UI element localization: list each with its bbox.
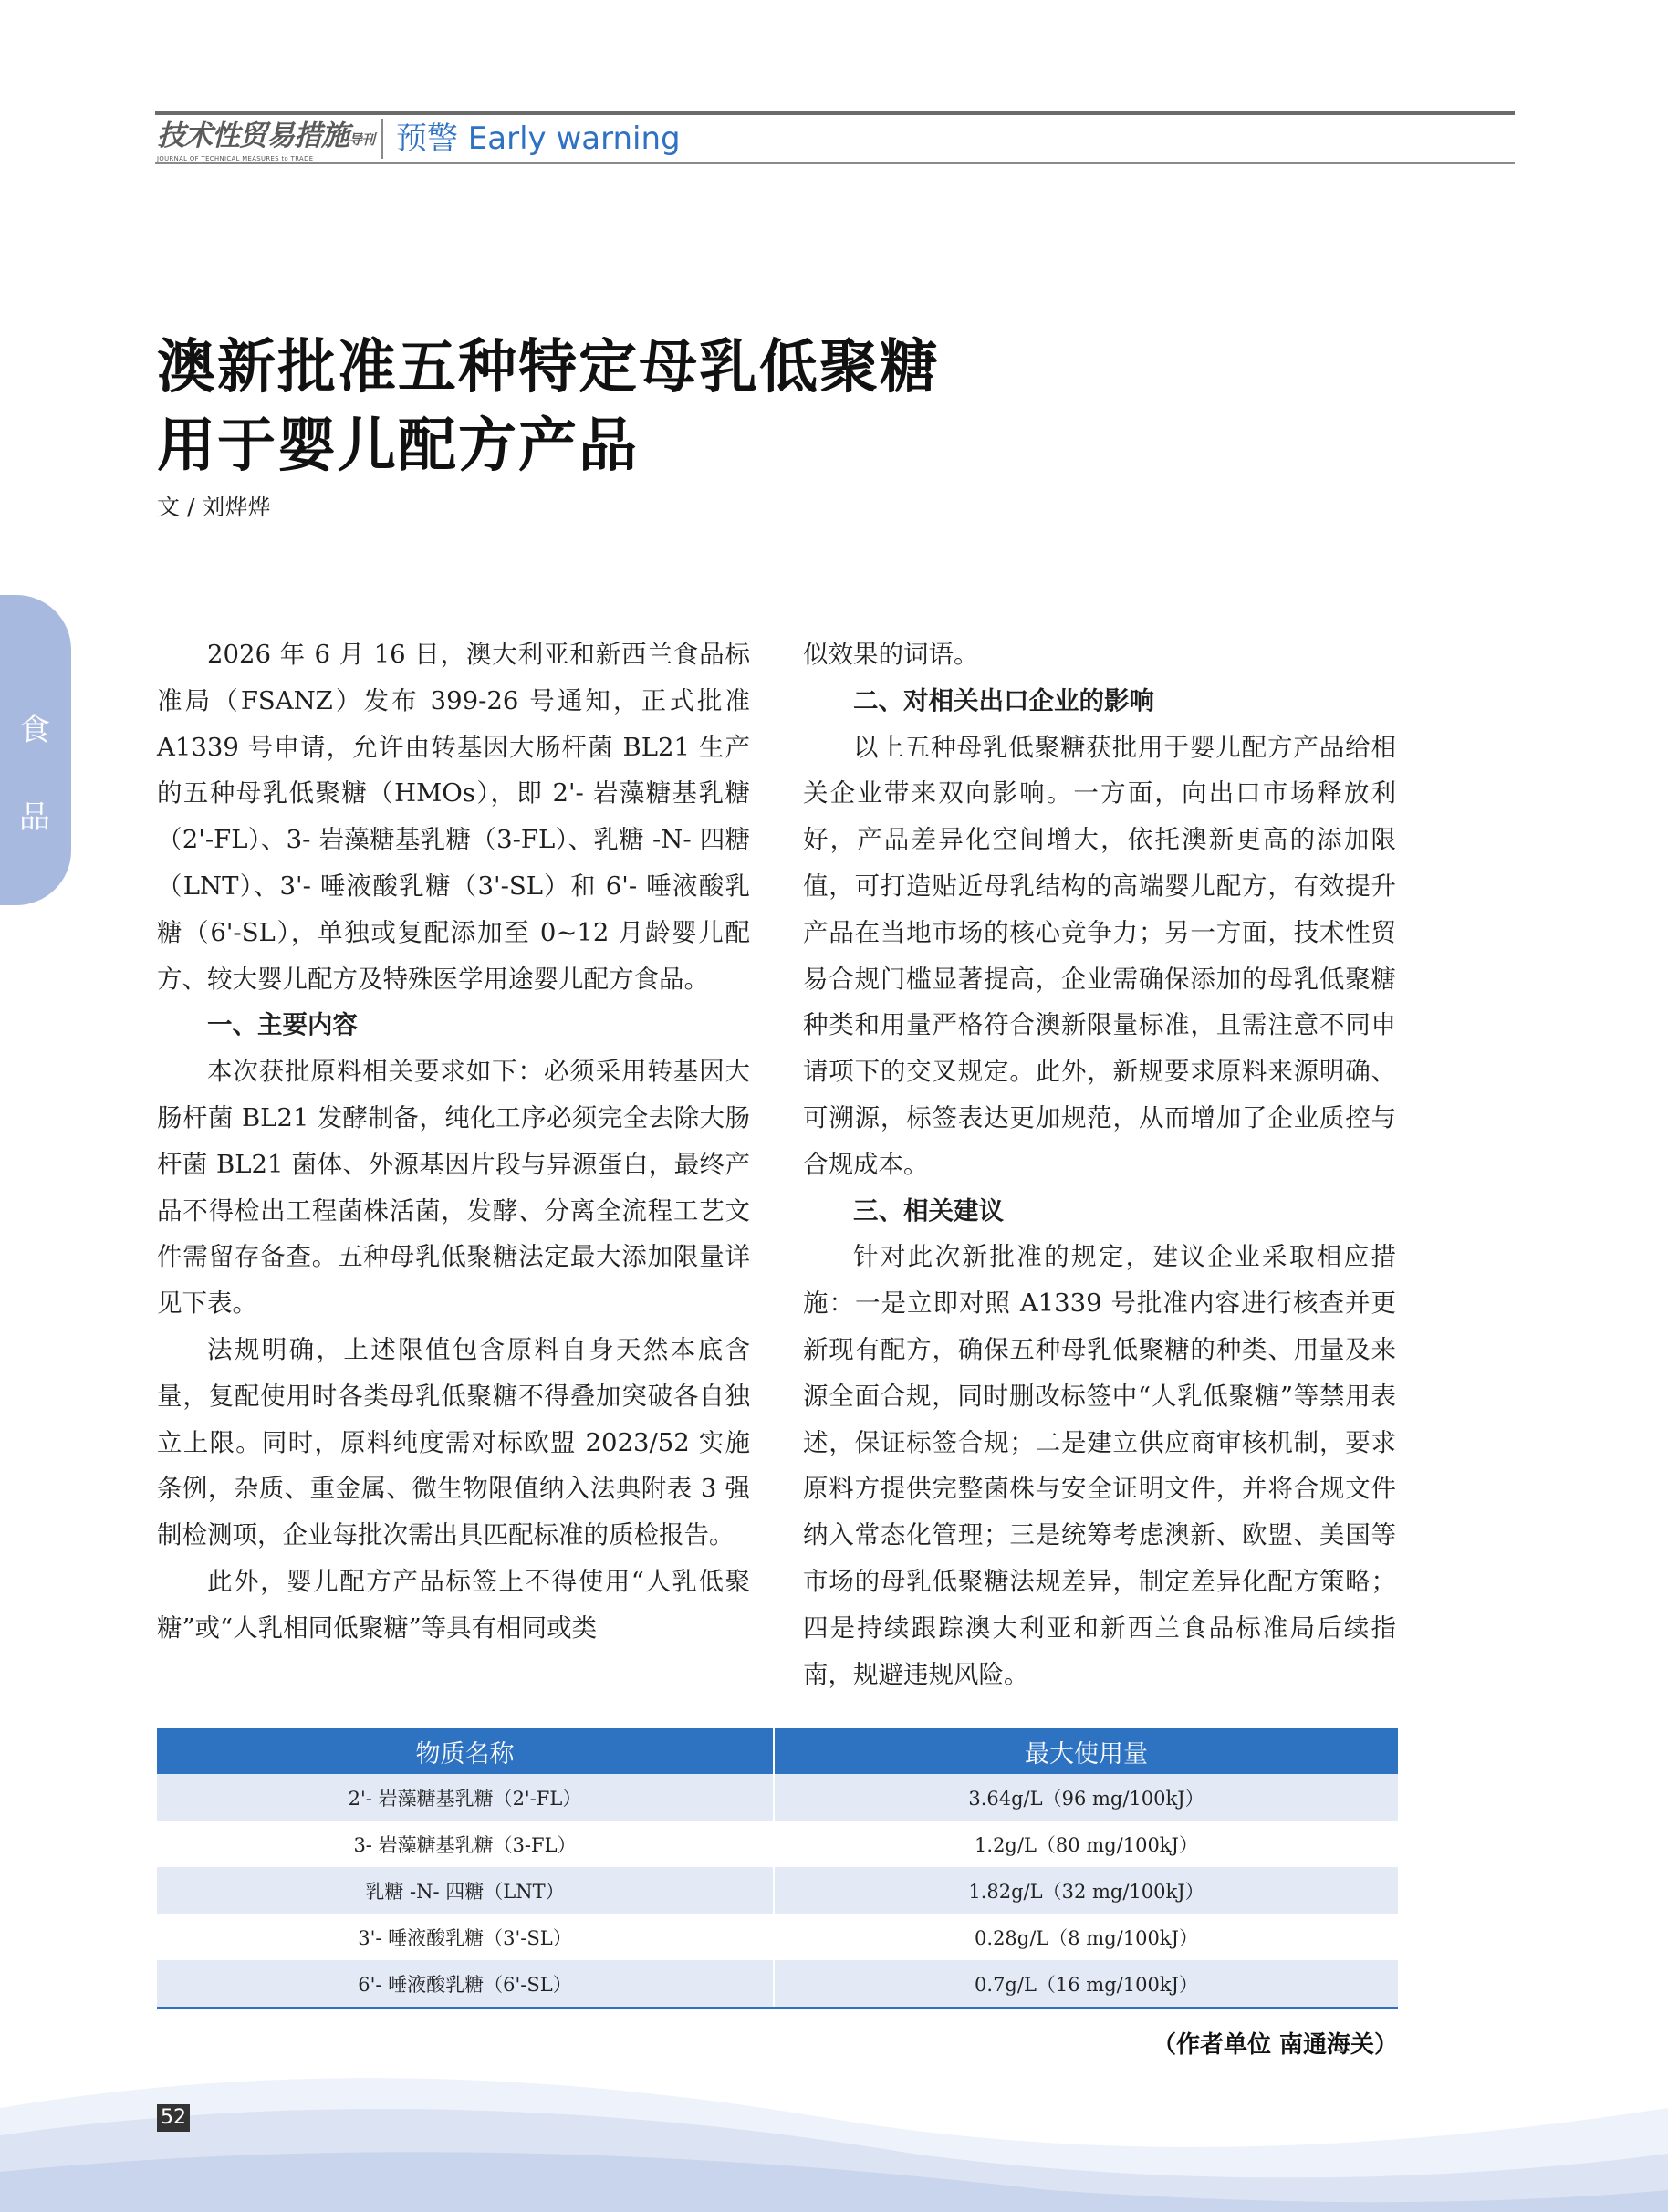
footer-wave-decoration [0, 2053, 1668, 2212]
author-byline: 文 / 刘烨烨 [157, 494, 271, 520]
table-row [157, 1914, 1398, 1960]
body-column-left [157, 631, 750, 1652]
table-header-row [157, 1728, 1398, 1774]
section-heading: 三、相关建议 [853, 1195, 1004, 1226]
table-cell: 1.82g/L（32 mg/100kJ） [774, 1867, 1398, 1914]
body-column-right [803, 631, 1396, 1697]
header-divider [381, 119, 383, 159]
author-affiliation: （作者单位 南通海关） [1152, 2031, 1398, 2059]
table-cell: 0.7g/L（16 mg/100kJ） [774, 1960, 1398, 2009]
title-line-1: 澳新批准五种特定母乳低聚糖 [157, 334, 940, 402]
table-row [157, 1867, 1398, 1914]
table-cell: 6'- 唾液酸乳糖（6'-SL） [157, 1960, 774, 2009]
table-row [157, 1774, 1398, 1821]
page-number: 52 [157, 2104, 190, 2132]
header-bottom-rule [155, 162, 1515, 164]
table-cell: 2'- 岩藻糖基乳糖（2'-FL） [157, 1774, 774, 1821]
table-cell: 1.2g/L（80 mg/100kJ） [774, 1821, 1398, 1867]
article-title [157, 329, 1252, 485]
section-label: 预警 Early warning [396, 120, 681, 157]
table-cell: 乳糖 -N- 四糖（LNT） [157, 1867, 774, 1914]
journal-logo [157, 120, 376, 164]
category-side-tab [0, 595, 71, 905]
paragraph-continued: 似效果的词语。 [803, 640, 979, 669]
paragraph: 针对此次新批准的规定，建议企业采取相应措施：一是立即对照 A1339 号批准内容进行核查并更新现有配方，确保五种母乳低聚糖的种类、用量及来源全面合规，同时删改标签中“人乳低聚糖”等禁用表述，保证标签合规；二是建立供应商审核机制，要求原料方提供完整菌株与安全证明文件，并将合规文件纳入常态化管理；三是统筹考虑澳新、欧盟、美国等市场的母乳低聚糖法规差异，制定差异化配方策略；四是持续跟踪澳大利亚和新西兰食品标准局后续指南，规避违规风险。 [803, 1242, 1396, 1689]
paragraph: 法规明确，上述限值包含原料自身天然本底含量，复配使用时各类母乳低聚糖不得叠加突破各自独立上限。同时，原料纯度需对标欧盟 2023/52 实施条例，杂质、重金属、微生物限值纳入法典附表 3 强制检测项，企业每批次需出具匹配标准的质检报告。 [157, 1334, 750, 1550]
title-line-2: 用于婴儿配方产品 [157, 412, 639, 480]
paragraph: 2026 年 6 月 16 日，澳大利亚和新西兰食品标准局（FSANZ）发布 399-26 号通知，正式批准 A1339 号申请，允许由转基因大肠杆菌 BL21 生产的五种母乳低聚糖（HMOs），即 2'- 岩藻糖基乳糖（2'-FL）、3- 岩藻糖基乳糖（3-FL）、乳糖 -N- 四糖（LNT）、3'- 唾液酸乳糖（3'-SL）和 6'- 唾液酸乳糖（6'-SL），单独或复配添加至 0~12 月龄婴儿配方、较大婴儿配方及特殊医学用途婴儿配方食品。 [157, 640, 750, 994]
column-header-substance: 物质名称 [157, 1728, 774, 1774]
header-top-rule [155, 111, 1515, 115]
category-label: 食 品 [19, 712, 50, 836]
table-cell: 0.28g/L（8 mg/100kJ） [774, 1914, 1398, 1960]
table-row [157, 1821, 1398, 1867]
section-heading: 二、对相关出口企业的影响 [853, 685, 1154, 715]
table-cell: 3'- 唾液酸乳糖（3'-SL） [157, 1914, 774, 1960]
paragraph: 此外，婴儿配方产品标签上不得使用“人乳低聚糖”或“人乳相同低聚糖”等具有相同或类 [157, 1566, 750, 1643]
paragraph: 以上五种母乳低聚糖获批用于婴儿配方产品给相关企业带来双向影响。一方面，向出口市场释放利好，产品差异化空间增大，依托澳新更高的添加限值，可打造贴近母乳结构的高端婴儿配方，有效提升产品在当地市场的核心竞争力；另一方面，技术性贸易合规门槛显著提高，企业需确保添加的母乳低聚糖种类和用量严格符合澳新限量标准，且需注意不同申请项下的交叉规定。此外，新规要求原料来源明确、可溯源，标签表达更加规范，从而增加了企业质控与合规成本。 [803, 732, 1396, 1179]
table-cell: 3- 岩藻糖基乳糖（3-FL） [157, 1821, 774, 1867]
hmo-limits-table [157, 1728, 1398, 2009]
section-heading: 一、主要内容 [207, 1010, 358, 1040]
paragraph: 本次获批原料相关要求如下：必须采用转基因大肠杆菌 BL21 发酵制备，纯化工序必须完全去除大肠杆菌 BL21 菌体、外源基因片段与异源蛋白，最终产品不得检出工程菌株活菌，发酵、分离全流程工艺文件需留存备查。五种母乳低聚糖法定最大添加限量详见下表。 [157, 1057, 750, 1319]
journal-name: 技术性贸易措施导刊 [157, 120, 375, 152]
table-row [157, 1960, 1398, 2009]
table-cell: 3.64g/L（96 mg/100kJ） [774, 1774, 1398, 1821]
journal-english-name: JOURNAL OF TECHNICAL MEASURES to TRADE [157, 155, 314, 162]
column-header-max-usage: 最大使用量 [774, 1728, 1398, 1774]
